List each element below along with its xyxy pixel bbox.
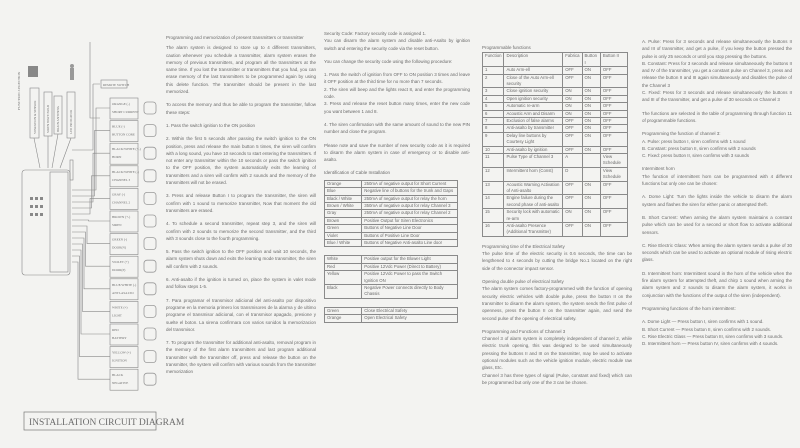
section-heading: Opening double pulse of electrical Safety bbox=[482, 279, 564, 285]
table-cell bbox=[582, 153, 600, 167]
wire-label-box bbox=[72, 250, 138, 345]
table-cell: A bbox=[563, 153, 582, 167]
table-cell: 1 bbox=[483, 67, 504, 74]
paragraph: Please note and save the number of new security code as it is required to disarm the alarm system in case of emergency or to disable anti-asalto. bbox=[324, 142, 470, 163]
paragraph: 7. Para programar el transmisor adicional del anti-asalto por dispositivo programe en la memoria primero los transmisores de la alarma y de ultimo programe el transmisor adicional, con el transmisor apagado, presione y suelte el boton. La sirena confirmara con varios sonidos la memorizacion del transmisor. bbox=[166, 297, 316, 332]
table-cell: White bbox=[325, 256, 362, 263]
component-icon bbox=[144, 373, 156, 385]
label-antenna: BRAIN ANTENNA bbox=[56, 106, 60, 132]
table-cell: ON bbox=[582, 88, 600, 95]
table-row bbox=[325, 307, 458, 314]
paragraph: 5. Pass the switch ignition to the OFF position and wait 10 seconds, the alarm system shuts down and exits the learning mode transmitter, the siren will confirm with 2 sounds. bbox=[166, 249, 316, 269]
component-icon bbox=[144, 192, 156, 204]
table-cell: ON bbox=[582, 125, 600, 132]
table-cell: Brown / White bbox=[325, 202, 362, 209]
table-cell: OFF bbox=[563, 74, 582, 88]
table-cell: ON bbox=[582, 195, 600, 209]
table-cell: 13 bbox=[483, 181, 504, 195]
table-row bbox=[483, 153, 628, 167]
table-header bbox=[483, 53, 628, 67]
table-cell: View Schedule bbox=[600, 167, 627, 181]
paragraph: 1. Pass the switch of ignition from OFF to ON position 3 times and leave it OFF position at the third time for no more than 7 seconds. 2. The siren will beep and the lights react 8, and enter the programming code. 3. Press and release the reset button many times, enter the new code you want between 1 and 8. bbox=[324, 72, 470, 114]
table-cell: OFF bbox=[563, 223, 582, 237]
component-icon bbox=[144, 215, 156, 227]
wire-line bbox=[72, 176, 110, 208]
wire-label-box bbox=[72, 262, 138, 390]
component-icon bbox=[144, 125, 156, 137]
table-row bbox=[483, 74, 628, 88]
table-row bbox=[325, 285, 458, 299]
table-row bbox=[483, 195, 628, 209]
table-cell: Positive output for the Blower Light bbox=[362, 256, 458, 263]
table-row bbox=[483, 181, 628, 195]
table-cell: ON bbox=[582, 132, 600, 146]
table-cell: Pulse Type of Channel 3 bbox=[504, 153, 563, 167]
label-vibration-sensor: VIBRATION & SENSOR bbox=[33, 100, 37, 134]
table-cell: Anti-asalto Presence (Additional Transmitter) bbox=[504, 223, 563, 237]
table-row bbox=[325, 202, 458, 209]
table-cell: Orange bbox=[325, 315, 362, 322]
component-icon bbox=[144, 102, 156, 114]
component-icon bbox=[144, 351, 156, 363]
table-cell: ON bbox=[582, 146, 600, 153]
table-cell: OFF bbox=[563, 195, 582, 209]
table-cell: Orange bbox=[325, 180, 362, 187]
table-cell: 10 bbox=[483, 146, 504, 153]
wire-color: RED bbox=[112, 328, 119, 332]
table-cell: OFF bbox=[563, 67, 582, 74]
diagram-title: INSTALLATION CIRCUIT DIAGRAM bbox=[29, 418, 185, 428]
paragraph: D. Intermittent horn: Intermittent sound in the horn of the vehicle when the fire alarm system for attempted theft, and chirp 1 sound when arming the alarm system and 2 sounds to disarm the alarm system, it works in conjunction with the functions of the output of the siren (independent). bbox=[642, 270, 792, 298]
table-cell: Green bbox=[325, 225, 362, 232]
paragraph: C. Rise Electric Glass: When arming the alarm system sends a pulse of 30 seconds which can be used to activate an optional module of rising electric glass. bbox=[642, 242, 792, 263]
table-cell: 350mA of negative output for relay Channel 3 bbox=[362, 202, 458, 209]
table-row bbox=[325, 271, 458, 285]
column-header: Fabrica bbox=[563, 53, 582, 67]
table-cell: 4 bbox=[483, 95, 504, 102]
component-icon bbox=[144, 170, 156, 182]
table-cell: 11 bbox=[483, 153, 504, 167]
table-cell: OFF bbox=[563, 125, 582, 132]
led-icon bbox=[70, 64, 74, 80]
wire-function: DOOR(P) bbox=[112, 268, 126, 273]
table-cell: OFF bbox=[600, 110, 627, 117]
table-cell: Positive 12Vdc Power to pass the Switch Ignition ON bbox=[362, 271, 458, 285]
paragraph: 1. Pass the switch ignition to the ON position bbox=[166, 122, 256, 128]
table-cell: Auto Arm-ell bbox=[504, 67, 563, 74]
paragraph: 2. Within the first 5 seconds after passing the switch ignition to the ON position, press and release the main button 5 times, the siren will confirm with a long sound, you have 10 seconds to start entering the transmitters. If not enter any transmitter within the 10 seconds or pass the switch ignition to the OFF position, the system automatically exits the learning of transmitters and a siren will confirm with 2 sounds and the memory of the transmitters will not be erased. bbox=[166, 136, 316, 186]
wire-function: ANTI-ASALTO bbox=[112, 290, 134, 295]
table-row bbox=[483, 167, 628, 181]
table-cell: Negative Power connects directly to Body Chassis bbox=[362, 285, 458, 299]
table-row bbox=[483, 88, 628, 95]
wire-line bbox=[72, 108, 110, 190]
table-cell: ON bbox=[582, 95, 600, 102]
table-cell: Blue / White bbox=[325, 240, 362, 247]
wire-function: CHANNEL 3 bbox=[112, 177, 131, 182]
table-cell: ON bbox=[563, 110, 582, 117]
table-cell: ON bbox=[582, 74, 600, 88]
programmable-functions-table bbox=[482, 52, 628, 237]
wire-line bbox=[72, 226, 110, 244]
table-cell: Close ignition security bbox=[504, 88, 563, 95]
label-function-election: FUNCTION 3 ELECTION bbox=[17, 71, 21, 110]
wire-line bbox=[72, 232, 110, 266]
wire-function: LIGHT bbox=[112, 313, 122, 318]
paragraph: Programming the function of channel 3: A. Pulse: press button I, siren confirms with 1 sound B. Constant: press button II, siren confirms with 2 sounds C. Fixed: press button II, siren confirms with 3 sounds bbox=[642, 131, 756, 159]
table-cell: 7 bbox=[483, 117, 504, 124]
paragraph: The alarm system is designed to store up to 4 different transmitters, caution whenever you schedule a transmitter, alarm system erases the memory of previous transmitters, and program all the transmitters at the same time. If you lost the transmitter or transmitters that you had, you can erase memory of the last transmitters to be programmed again by using this delete function. The transmitter should be present in the last memorized. bbox=[166, 45, 316, 95]
table-cell: Intermittent horn (Const) bbox=[504, 167, 563, 181]
paragraph: B. Short Current: When arming the alarm system maintains a constant pulse which can be used for a second or short flow to activate additional sensors. bbox=[642, 214, 792, 235]
table-cell: OFF bbox=[600, 146, 627, 153]
remote-switch-label: REMOTE SWITCH bbox=[103, 83, 130, 87]
wire-function: IGNITION bbox=[112, 358, 127, 363]
table-cell: OFF bbox=[600, 74, 627, 88]
table-row bbox=[483, 67, 628, 74]
table-cell: ON bbox=[563, 88, 582, 95]
table-cell: 14 bbox=[483, 195, 504, 209]
table-cell: Buttons of Positive Line Door bbox=[362, 232, 458, 239]
paragraph: A. Dome Light — Press button I, siren confirms with 1 sound. B. Short Current — Press button II, siren confirms with 2 sounds. C. Rise Electric Glass — Press button III, siren confirms with 3 sounds. D. Intermittent horn — Press button IV, siren confirms with 4 sounds. bbox=[642, 319, 784, 347]
table-cell: 12 bbox=[483, 167, 504, 181]
wire-color: ORANGE (-) bbox=[112, 102, 130, 106]
component-icon bbox=[144, 147, 156, 159]
programmable-functions-column bbox=[482, 44, 632, 392]
table-row bbox=[325, 263, 458, 270]
table-cell: Red bbox=[325, 263, 362, 270]
table-row bbox=[325, 232, 458, 239]
table-cell: OFF bbox=[600, 117, 627, 124]
table-title: Programmable functions bbox=[482, 45, 531, 50]
table-row bbox=[483, 209, 628, 223]
label-led: LED INDICATOR bbox=[69, 109, 73, 134]
table-cell: 3 bbox=[483, 88, 504, 95]
table-cell: Brown bbox=[325, 217, 362, 224]
paragraph: You can change the security code using the following procedure: bbox=[324, 58, 453, 64]
table-cell: Yellow bbox=[325, 271, 362, 285]
table-row bbox=[483, 125, 628, 132]
table-cell: Security lock with automatic re-arm bbox=[504, 209, 563, 223]
column-header: Button II bbox=[600, 53, 627, 67]
wire-color: BLUE (-) bbox=[112, 124, 125, 129]
table-row bbox=[483, 95, 628, 102]
wire-line bbox=[72, 153, 110, 202]
wire-line bbox=[72, 262, 110, 379]
table-cell: OFF bbox=[563, 132, 582, 146]
table-title: Identification of Cable Installation bbox=[324, 170, 391, 176]
table-cell: Black bbox=[325, 285, 362, 299]
paragraph: Channel 3 of alarm system is completely independent of channel 2, while electric trunk opening, this was designed to be used simultaneously pressing the buttons II and III on the transmitter, may be used to activate optional modules such as the vehicle ignition module, electric module raw glass, Etc. Channel 3 has three types of signal (Pulse, constant and fixed) which can be programmed but only one of the 3 can be chosen. bbox=[482, 336, 632, 385]
label-siren: SIREN WAVE BULB bbox=[46, 104, 50, 133]
wire-color: YELLOW (+) bbox=[112, 350, 131, 355]
table-cell: ON bbox=[563, 209, 582, 223]
table-cell: 15 bbox=[483, 209, 504, 223]
table-cell: Black / White bbox=[325, 195, 362, 202]
table-cell: Exclusion of false alarms bbox=[504, 117, 563, 124]
table-cell: D bbox=[563, 167, 582, 181]
table-row bbox=[483, 223, 628, 237]
table-cell: OFF bbox=[563, 181, 582, 195]
table-cell: 6 bbox=[483, 110, 504, 117]
table-row bbox=[325, 180, 458, 187]
table-row bbox=[483, 117, 628, 124]
table-cell: 250mA of negative output for relay the horn bbox=[362, 195, 458, 202]
wire-function: SHORT CURRENT bbox=[112, 110, 139, 114]
wire-function: BATTERY bbox=[112, 336, 127, 340]
table-cell: 16 bbox=[483, 223, 504, 237]
table-cell: Green bbox=[325, 307, 362, 314]
table-cell: Violet bbox=[325, 232, 362, 239]
paragraph: Intermittent horn The function of intermittent horn can be programmed with 4 different functions but only one can be chosen: bbox=[642, 166, 792, 187]
wire-color: GRAY (-) bbox=[112, 192, 126, 197]
safety-cable-table bbox=[324, 307, 458, 323]
table-cell: ON bbox=[582, 117, 600, 124]
wire-color: BLACK/WHITE (-) bbox=[112, 169, 139, 174]
table-cell: Gray bbox=[325, 210, 362, 217]
table-row bbox=[483, 146, 628, 153]
wire-label-box bbox=[72, 226, 138, 255]
component-icon bbox=[144, 238, 156, 250]
table-cell: ON bbox=[582, 103, 600, 110]
table-row bbox=[325, 217, 458, 224]
table-cell: 9 bbox=[483, 132, 504, 146]
table-cell: ON bbox=[563, 103, 582, 110]
table-row bbox=[325, 195, 458, 202]
table-cell: 250mA of negative output for Short Current bbox=[362, 180, 458, 187]
table-cell: 8 bbox=[483, 125, 504, 132]
table-cell: OFF bbox=[600, 95, 627, 102]
paragraph: 4. To schedule a second transmitter, repeat step 3, and the siren will confirm with 2 sounds to memorize the second transmitter, and the third with 3 sounds close to the fourth programming. bbox=[166, 221, 316, 241]
wire-function: CHANNEL 2 bbox=[112, 200, 131, 205]
paragraph: Programming functions of the horn intermittent: bbox=[642, 305, 736, 311]
table-cell: 2 bbox=[483, 74, 504, 88]
wire-color: VIOLET (+) bbox=[112, 260, 129, 265]
table-cell: Automatic re-arm bbox=[504, 103, 563, 110]
wire-function: NEGATIVE bbox=[112, 381, 129, 386]
section-heading: Programming and memorization of present transmitters or transmitter bbox=[166, 35, 304, 40]
wire-color: BLACK bbox=[112, 373, 124, 378]
channel-functions-column bbox=[642, 38, 792, 353]
column-header: Description bbox=[504, 53, 563, 67]
table-row bbox=[325, 256, 458, 263]
wire-color: BLACK/WHITE (+-) bbox=[112, 147, 141, 152]
table-cell: Anti-asalto by ignition bbox=[504, 146, 563, 153]
table-row bbox=[325, 210, 458, 217]
section-heading: Programming time of the Electrical Safety bbox=[482, 243, 565, 249]
installation-circuit-diagram bbox=[0, 0, 185, 448]
table-cell: ON bbox=[582, 67, 600, 74]
table-row bbox=[325, 240, 458, 247]
paragraph: 7. To program the transmitter for additional anti-asalto, removal program in the memory of the first alarm transmitters and last program additional transmitter with the transmitter off, press and release the button on the transmitter, the system will confirm with various sounds from the transmitter memorization bbox=[166, 340, 316, 375]
table-cell: Anti-asalto by transmitter bbox=[504, 125, 563, 132]
table-row bbox=[483, 103, 628, 110]
table-cell: Open Electrical Safety bbox=[362, 315, 458, 322]
wire-line bbox=[72, 198, 110, 214]
table-cell: OFF bbox=[600, 181, 627, 195]
wire-function: DOOR(N) bbox=[112, 245, 126, 250]
table-cell: View Schedule bbox=[600, 153, 627, 167]
section-heading: Programming and Functions of Channel 3 bbox=[482, 328, 566, 334]
wire-color: GREEN (-) bbox=[112, 237, 128, 242]
wire-line bbox=[72, 220, 110, 221]
table-row bbox=[325, 188, 458, 195]
wire-line bbox=[72, 131, 110, 196]
table-row bbox=[325, 315, 458, 322]
memorization-column bbox=[166, 34, 316, 382]
table-cell: Negative line of buttons for the trunk and Gaps bbox=[362, 188, 458, 195]
wire-color: BROWN (+-) bbox=[112, 215, 131, 219]
wire-color: WHITE (+) bbox=[112, 305, 128, 310]
table-row bbox=[483, 132, 628, 146]
wire-function: SIREN bbox=[112, 223, 122, 227]
column-header: Function bbox=[483, 53, 504, 67]
table-cell: Buttons of Negative Line Door bbox=[362, 225, 458, 232]
paragraph: To access the memory and thus be able to program the transmitter, follow these steps: bbox=[166, 102, 316, 115]
table-cell: Engine failure during the second phase of anti-asalto bbox=[504, 195, 563, 209]
table-cell: OFF bbox=[600, 132, 627, 146]
table-cell: Close of the Auto Arm-ell security bbox=[504, 74, 563, 88]
cable-table bbox=[324, 180, 458, 248]
table-cell: Positive 12Vdc Power (Direct to Battery) bbox=[362, 263, 458, 270]
component-icon bbox=[144, 283, 156, 295]
table-cell: ON bbox=[582, 181, 600, 195]
component-icon bbox=[144, 305, 156, 317]
table-cell: OFF bbox=[600, 195, 627, 209]
wire-function: HORN bbox=[112, 155, 122, 160]
wire-label-box bbox=[72, 98, 139, 190]
table-cell: Blue bbox=[325, 188, 362, 195]
wire-color: BLUE/WHITE (-) bbox=[112, 282, 137, 287]
column-header: Button I bbox=[582, 53, 600, 67]
paragraph: The alarm system comes factory-programmed with the function of opening security electric vehicles with double pulse, press the button II on the transmitter to disarm the alarm system, the system sends the first pulse of openness, press the button II on the transmitter again, and send the second pulse of the opening of electrical safety. bbox=[482, 286, 632, 321]
wire-function: BUTTON CORE bbox=[112, 132, 135, 137]
table-cell: OFF bbox=[563, 117, 582, 124]
table-cell: 5 bbox=[483, 103, 504, 110]
paragraph: 4. The siren confirmation with the same amount of sound to the new PIN number and close the program. bbox=[324, 121, 470, 135]
paragraph: The pulse time of the electric security is 0.6 seconds, the time can be lengthened to 4 seconds by cutting the bridge No.1 located on the right side of the connector impact sensor. bbox=[482, 251, 632, 271]
paragraph: Security Code: Factory security code is assigned 1. You can disarm the alarm system and disable anti-Asalto by ignition switch and entering the security code via the reset button. bbox=[324, 31, 470, 51]
table-cell bbox=[582, 167, 600, 181]
table-cell: 250mA of negative output for relay Channel 2 bbox=[362, 210, 458, 217]
wire-label-box bbox=[72, 188, 138, 214]
table-cell: OFF bbox=[600, 67, 627, 74]
table-cell: Close Electrical Safety bbox=[362, 307, 458, 314]
table-cell: Delay line buttons by Courtesy Light bbox=[504, 132, 563, 146]
paragraph: 6. Anti-asalto if the ignition is turned on, place the system in valet mode and follow steps 1-5. bbox=[166, 277, 316, 290]
table-cell: OFF bbox=[600, 125, 627, 132]
power-cable-table bbox=[324, 255, 458, 298]
table-cell: ON bbox=[582, 223, 600, 237]
component-icon bbox=[144, 328, 156, 340]
wire-label-box bbox=[72, 238, 138, 300]
table-cell: OFF bbox=[600, 103, 627, 110]
table-cell: OFF bbox=[563, 146, 582, 153]
wire-label-box bbox=[72, 256, 138, 368]
component-icon bbox=[144, 260, 156, 272]
table-cell: Acoustic Warning Activation of Anti-asalto bbox=[504, 181, 563, 195]
wire-label-box bbox=[72, 121, 138, 196]
table-row bbox=[325, 225, 458, 232]
table-cell: Acoustic Arm and Disarm bbox=[504, 110, 563, 117]
table-cell: OFF bbox=[600, 88, 627, 95]
table-cell: ON bbox=[582, 110, 600, 117]
table-cell: OFF bbox=[600, 209, 627, 223]
table-cell: OFF bbox=[600, 223, 627, 237]
paragraph: The functions are selected in the table of programming through function 11 of programmable functions. bbox=[642, 110, 792, 123]
table-row bbox=[483, 110, 628, 117]
table-cell: Buttons of Negative Anti-asalto Line door bbox=[362, 240, 458, 247]
paragraph: A. Pulse: Press for 3 seconds and release simultaneously the buttons II and III of transmitter, and get a pulse, if you keep the button pressed the pulse is only 25 seconds or until you stop pressing the buttons. B. Constant: Press for 3 seconds and release simultaneously the buttons II and IV of the transmitter, you get a constant pulse on Channel 3, press and release the button II and III again simultaneously and disables the pulse of the Channel 3 C. Fixed: Press for 3 seconds and release simultaneously the buttons II and III of the transmitter, and get a pulse of 30 seconds on Channel 3 bbox=[642, 39, 792, 103]
table-cell: Open ignition security bbox=[504, 95, 563, 102]
sensor-icon bbox=[28, 66, 38, 77]
table-cell: ON bbox=[582, 209, 600, 223]
table-cell: Positive Output for Siren Electronics bbox=[362, 217, 458, 224]
paragraph: 3. Press and release Button I to program the transmitter, the siren will confirm with 1 sound to memorize transmitter, Now that moment the old transmitters are erased. bbox=[166, 193, 316, 213]
table-cell: ON bbox=[563, 95, 582, 102]
paragraph: A. Dome Light: Turn the lights inside the vehicle to disarm the alarm system and flashes the siren for either panic or attempted theft. bbox=[642, 194, 792, 207]
security-code-column bbox=[324, 30, 470, 323]
